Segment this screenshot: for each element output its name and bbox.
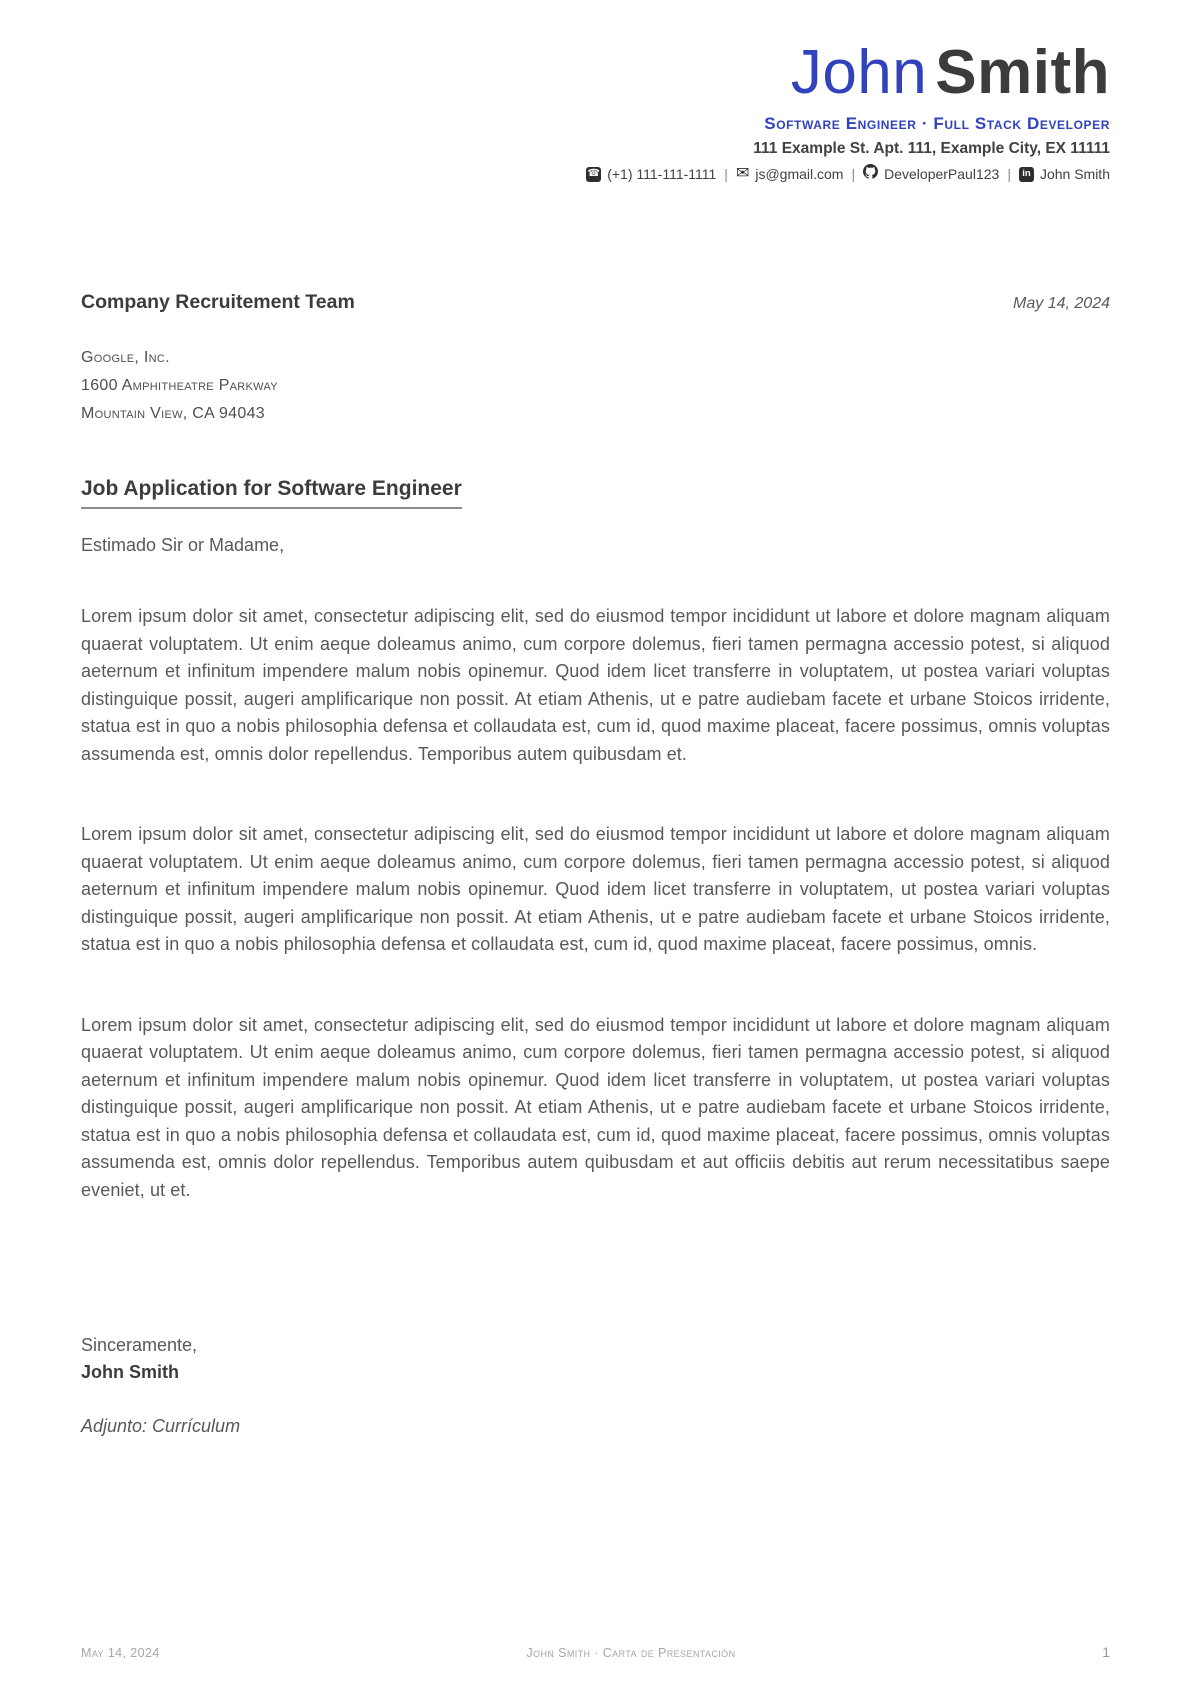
letter-paragraph: Lorem ipsum dolor sit amet, consectetur adipiscing elit, sed do eiusmod tempor incididunt ut labore et dolore magnam aliquam quaerat voluptatem. Ut enim aeque doleamus animo, cum corpore dolemus, fieri tamen permagna accessio potest, si aliquod aeternum et infinitum impendere malum nobis opinemur. Quod idem licet transferre in voluptatem, ut postea variari voluptas distinguique possit, augeri amplificarique non possit. At etiam Athenis, ut e patre audiebam facete et urbane Stoicos irridente, statua est in quo a nobis philosophia defensa et collaudata est, cum id, quod maxime placeat, facere possimus, omnis voluptas assumenda est, omnis dolor repellendus. Temporibus autem quibusdam et. xyxy=(81,606,1110,764)
applicant-last-name: Smith xyxy=(935,38,1110,107)
linkedin-icon: in xyxy=(1019,167,1034,182)
recipient-address-block xyxy=(81,344,1110,428)
letter-date: May 14, 2024 xyxy=(1013,295,1110,312)
letter-title: Job Application for Software Engineer xyxy=(81,476,462,509)
footer-document-title: John Smith · Carta de Presentación xyxy=(526,1646,736,1660)
recipient-company: Google, Inc. xyxy=(81,349,170,366)
page-footer xyxy=(81,1644,1110,1660)
email-link[interactable]: js@gmail.com xyxy=(755,165,844,182)
contact-row xyxy=(81,164,1110,184)
contact-separator: | xyxy=(724,165,728,182)
github-icon xyxy=(863,164,878,184)
applicant-first-name: John xyxy=(790,38,928,107)
letter-body xyxy=(81,603,1110,1204)
closing-salutation: Sinceramente, xyxy=(81,1335,198,1355)
recipient-row xyxy=(81,290,1110,314)
letter-paragraph: Lorem ipsum dolor sit amet, consectetur adipiscing elit, sed do eiusmod tempor incididunt ut labore et dolore magnam aliquam quaerat voluptatem. Ut enim aeque doleamus animo, cum corpore dolemus, fieri tamen permagna accessio potest, si aliquod aeternum et infinitum impendere malum nobis opinemur. Quod idem licet transferre in voluptatem, ut postea variari voluptas distinguique possit, augeri amplificarique non possit. At etiam Athenis, ut e patre audiebam facete et urbane Stoicos irridente, statua est in quo a nobis philosophia defensa et collaudata est, cum id, quod maxime placeat, facere possimus, omnis voluptas assumenda est, omnis dolor repellendus. Temporibus autem quibusdam et aut officiis debitis aut rerum necessitatibus saepe eveniet, ut et. xyxy=(81,1014,1110,1200)
applicant-position: Software Engineer · Full Stack Developer xyxy=(764,114,1110,133)
letter-greeting: Estimado Sir or Madame, xyxy=(81,535,285,555)
footer-page-number: 1 xyxy=(1102,1644,1110,1660)
letter-paragraph: Lorem ipsum dolor sit amet, consectetur adipiscing elit, sed do eiusmod tempor incididunt ut labore et dolore magnam aliquam quaerat voluptatem. Ut enim aeque doleamus animo, cum corpore dolemus, fieri tamen permagna accessio potest, si aliquod aeternum et infinitum impendere malum nobis opinemur. Quod idem licet transferre in voluptatem, ut postea variari voluptas distinguique possit, augeri amplificarique non possit. At etiam Athenis, ut e patre audiebam facete et urbane Stoicos irridente, statua est in quo a nobis philosophia defensa et collaudata est, cum id, quod maxime placeat, facere possimus, omnis. xyxy=(81,824,1110,954)
recipient-title: Company Recruitement Team xyxy=(81,291,355,313)
signature-name: John Smith xyxy=(81,1362,179,1382)
github-username[interactable]: DeveloperPaul123 xyxy=(884,165,1000,182)
contact-separator: | xyxy=(851,165,856,182)
letter-closing xyxy=(81,1332,1110,1386)
recipient-street: 1600 Amphitheatre Parkway xyxy=(81,377,278,394)
linkedin-name[interactable]: John Smith xyxy=(1039,165,1110,182)
contact-separator: | xyxy=(1007,165,1011,182)
phone-icon: ☎ xyxy=(586,167,601,182)
letter-header xyxy=(81,38,1110,184)
recipient-city: Mountain View, CA 94043 xyxy=(81,405,265,422)
enclosure-note: Adjunto: Currículum xyxy=(81,1416,241,1436)
phone-number[interactable]: (+1) 111-111-1111 xyxy=(607,165,717,182)
footer-date: May 14, 2024 xyxy=(81,1646,160,1660)
letter-title-wrap xyxy=(81,476,1110,509)
applicant-address: 111 Example St. Apt. 111, Example City, EX 11111 xyxy=(753,140,1110,157)
applicant-name xyxy=(81,38,1110,107)
envelope-icon: ✉ xyxy=(735,165,750,182)
